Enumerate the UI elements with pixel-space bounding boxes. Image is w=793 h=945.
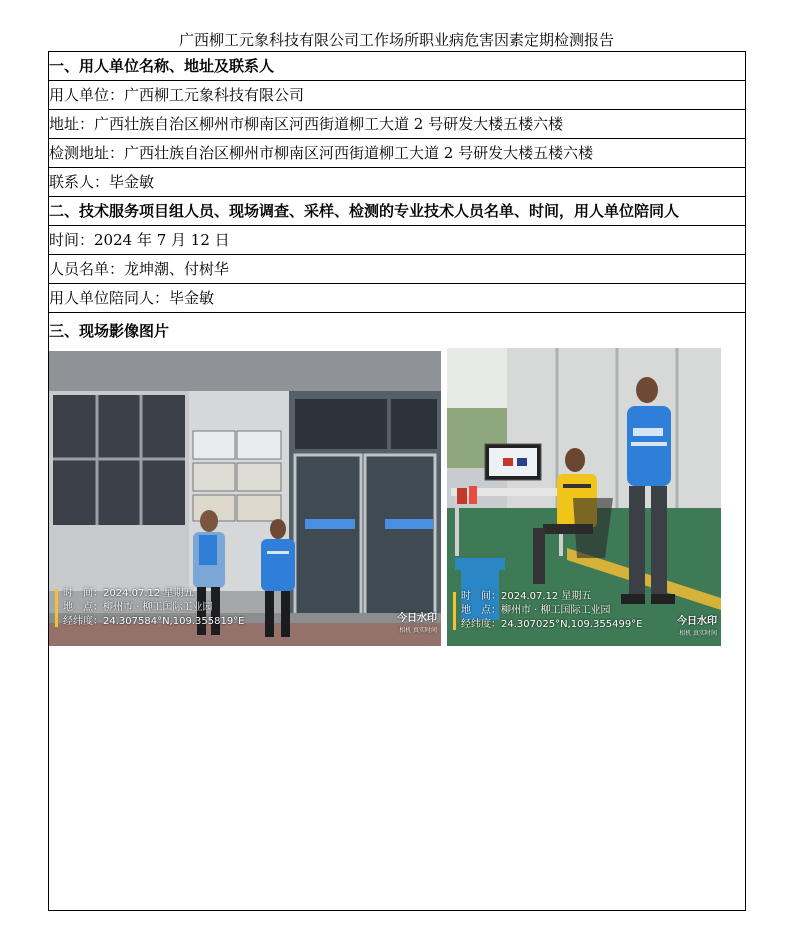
photo-watermark <box>453 590 643 632</box>
section-2-heading: 二、技术服务项目组人员、现场调查、采样、检测的专业技术人员名单、时间，用人单位陪同人 <box>49 197 745 226</box>
watermark-bar <box>55 589 58 627</box>
employer-row: 用人单位：广西柳工元象科技有限公司 <box>49 81 745 110</box>
escort-row: 用人单位陪同人：毕金敏 <box>49 284 745 313</box>
address-row: 地址：广西壮族自治区柳州市柳南区河西街道柳工大道 2 号研发大楼五楼六楼 <box>49 110 745 139</box>
watermark-brand-name: 今日水印 <box>397 613 437 624</box>
watermark-brand-sub: 相机 真实时间 <box>399 627 437 634</box>
watermark-place: 地 点：柳州市 · 柳工国际工业园 <box>63 602 213 613</box>
watermark-coords: 经纬度：24.307025°N,109.355499°E <box>461 619 643 630</box>
watermark-brand-name: 今日水印 <box>677 616 717 627</box>
report-table <box>48 51 746 911</box>
test-address-row: 检测地址：广西壮族自治区柳州市柳南区河西街道柳工大道 2 号研发大楼五楼六楼 <box>49 139 745 168</box>
staff-row: 人员名单：龙坤潮、付树华 <box>49 255 745 284</box>
watermark-time: 时 间：2024.07.12 星期五 <box>461 591 592 602</box>
site-photo-testing <box>447 348 721 646</box>
watermark-time: 时 间：2024.07.12 星期五 <box>63 588 194 599</box>
site-photo-entrance <box>49 351 441 646</box>
section-1-heading: 一、用人单位名称、地址及联系人 <box>49 52 745 81</box>
photo-watermark <box>55 587 245 629</box>
watermark-brand-sub: 相机 真实时间 <box>679 630 717 637</box>
report-title: 广西柳工元象科技有限公司工作场所职业病危害因素定期检测报告 <box>178 31 614 49</box>
watermark-brand <box>397 613 437 637</box>
watermark-place: 地 点：柳州市 · 柳工国际工业园 <box>461 605 611 616</box>
watermark-brand <box>677 616 717 640</box>
time-row: 时间：2024 年 7 月 12 日 <box>49 226 745 255</box>
watermark-coords: 经纬度：24.307584°N,109.355819°E <box>63 616 245 627</box>
section-3-heading: 三、现场影像图片 <box>49 322 170 340</box>
contact-row: 联系人：毕金敏 <box>49 168 745 197</box>
watermark-bar <box>453 592 456 630</box>
